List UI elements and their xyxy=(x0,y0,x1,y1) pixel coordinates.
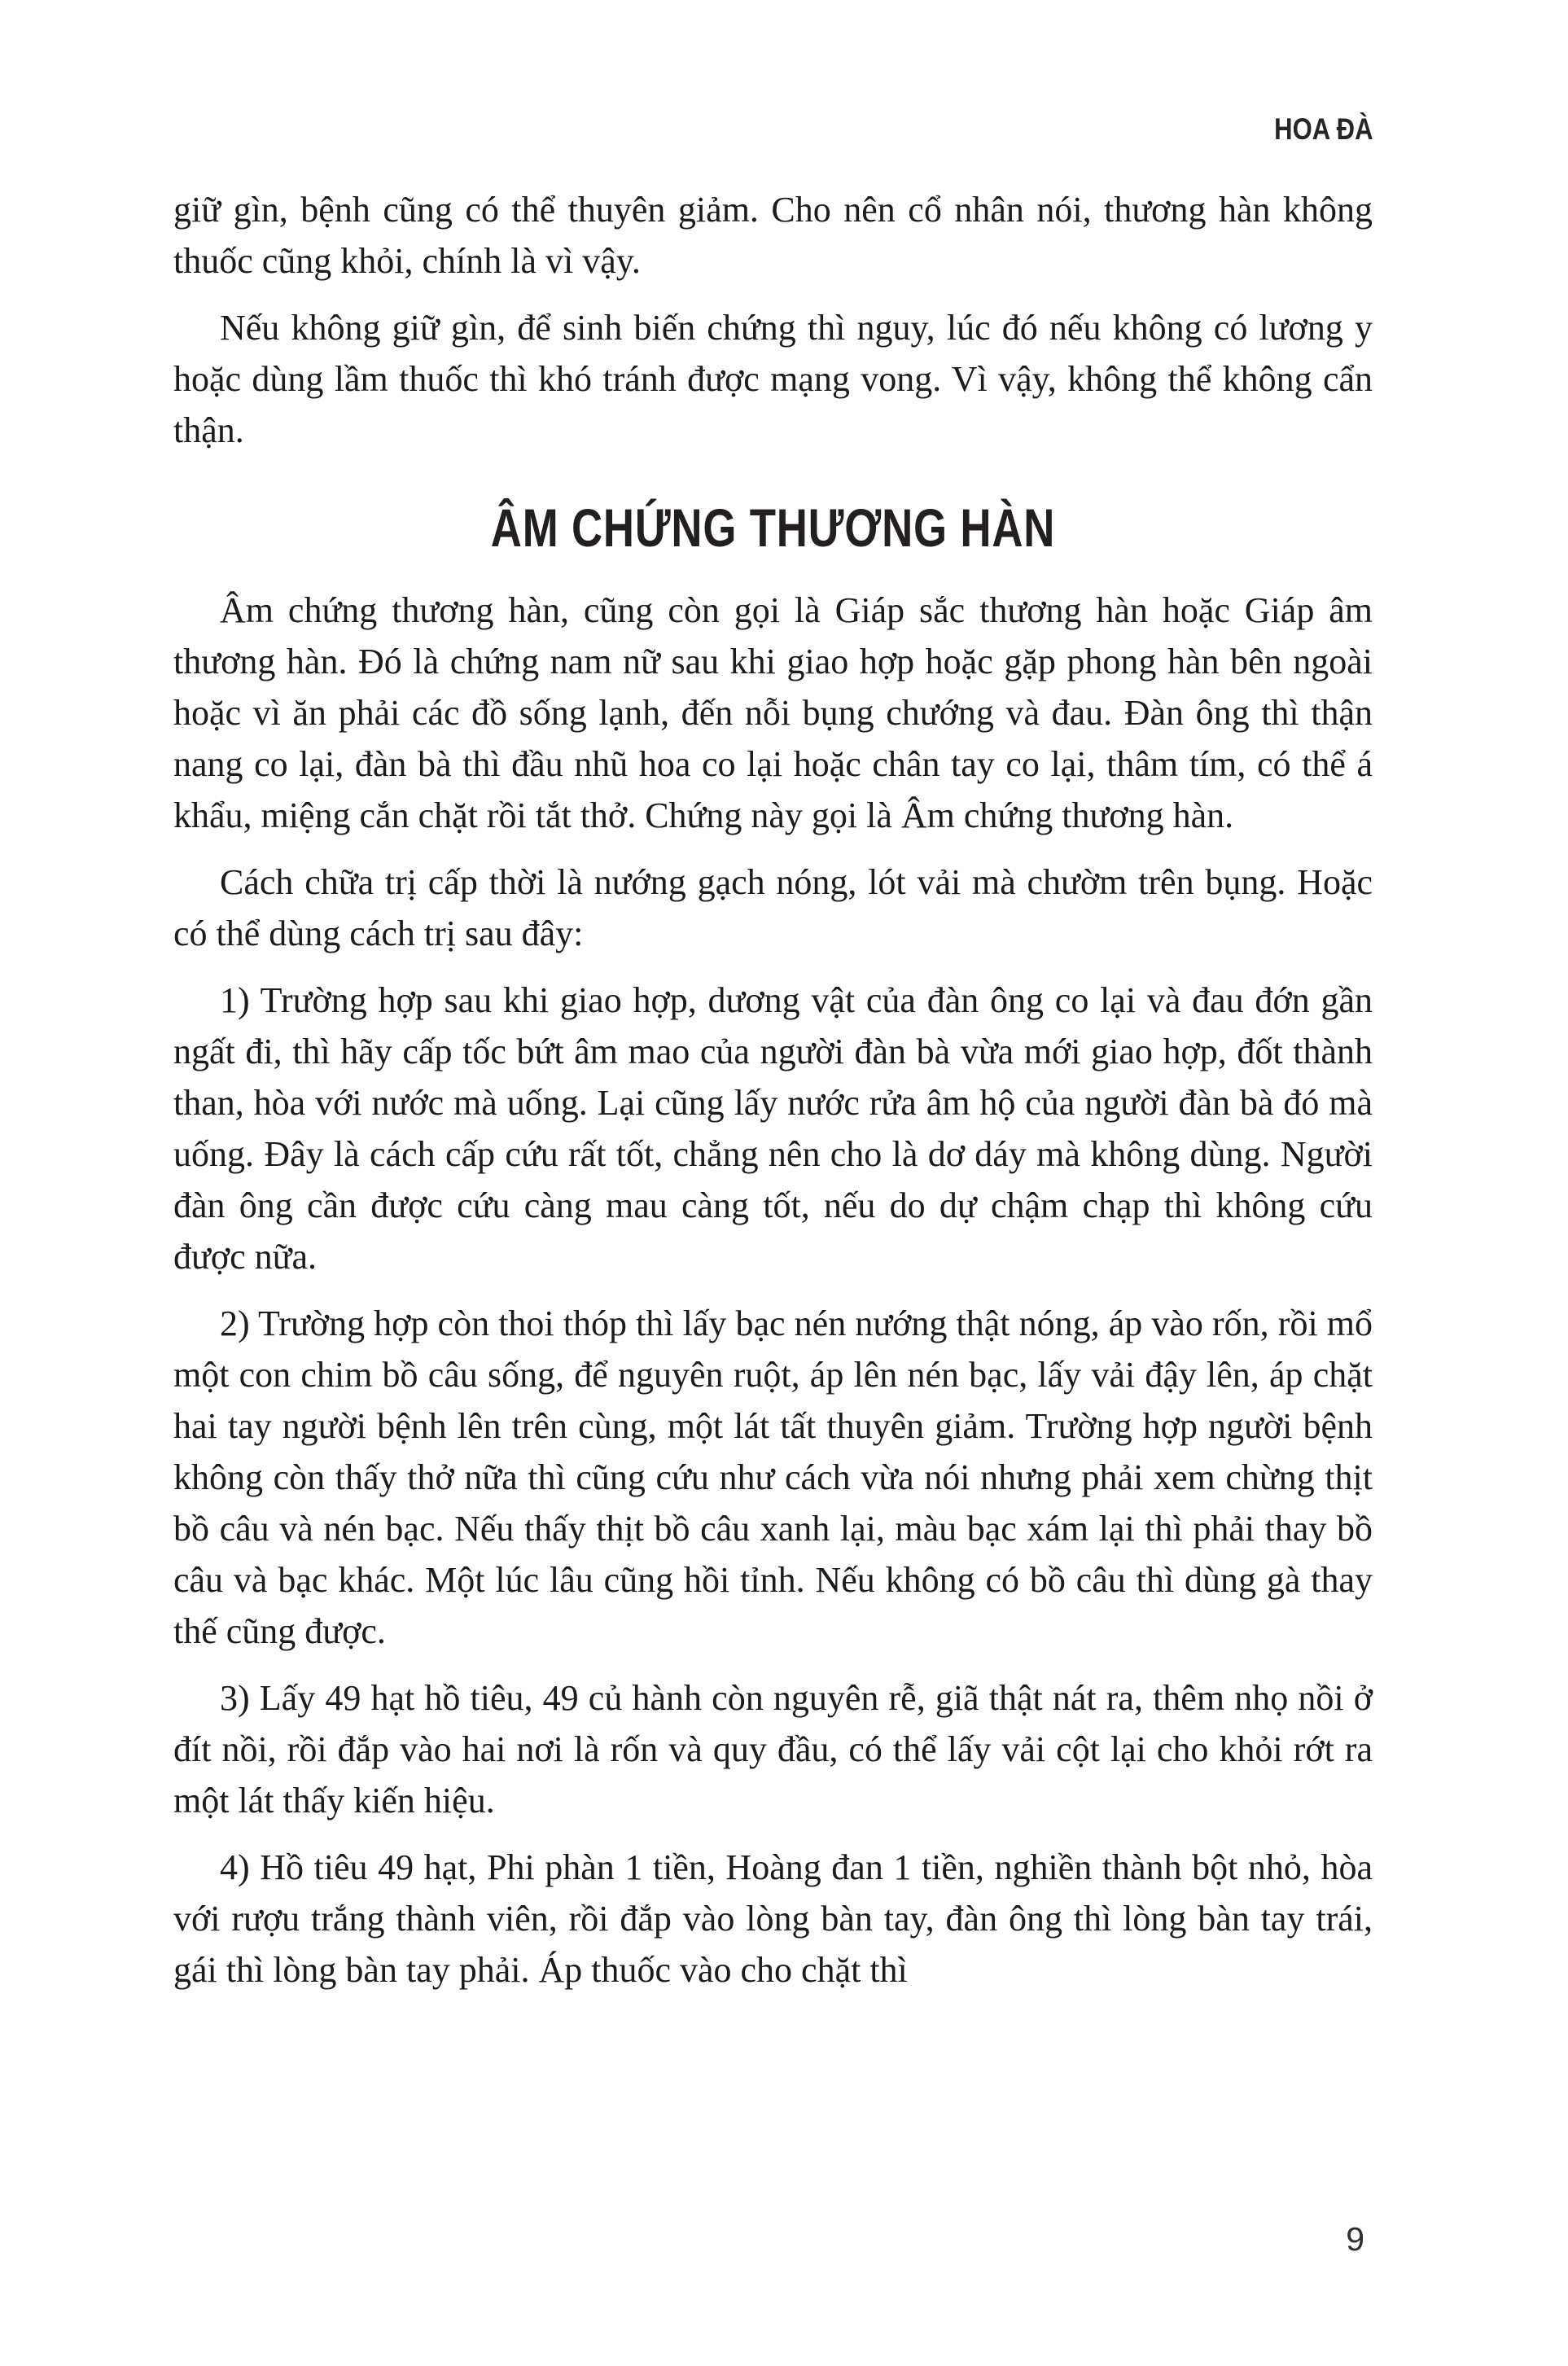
paragraph-section-intro: Âm chứng thương hàn, cũng còn gọi là Giáp sắc thương hàn hoặc Giáp âm thương hàn. Đó là chứng nam nữ sau khi giao hợp hoặc gặp phong hàn bên ngoài hoặc vì ăn phải các đồ sống lạnh, đến nỗi bụng chướng và đau. Đàn ông thì thận nang co lại, đàn bà thì đầu nhũ hoa co lại hoặc chân tay co lại, thâm tím, có thể á khẩu, miệng cắn chặt rồi tắt thở. Chứng này gọi là Âm chứng thương hàn. xyxy=(173,590,1373,835)
section-heading: ÂM CHỨNG THƯƠNG HÀN xyxy=(490,497,1056,558)
paragraph-treatment-intro: Cách chữa trị cấp thời là nướng gạch nóng, lót vải mà chườm trên bụng. Hoặc có thể dùng cách trị sau đây: xyxy=(173,862,1373,953)
paragraph-continuation-1: giữ gìn, bệnh cũng có thể thuyên giảm. Cho nên cổ nhân nói, thương hàn không thuốc cũng khỏi, chính là vì vậy. xyxy=(173,190,1373,281)
paragraph-remedy-4: 4) Hồ tiêu 49 hạt, Phi phàn 1 tiền, Hoàng đan 1 tiền, nghiền thành bột nhỏ, hòa với rượu trắng thành viên, rồi đắp vào lòng bàn tay, đàn ông thì lòng bàn tay trái, gái thì lòng bàn tay phải. Áp thuốc vào cho chặt thì xyxy=(173,1847,1373,1990)
paragraph-remedy-1: 1) Trường hợp sau khi giao hợp, dương vật của đàn ông co lại và đau đớn gần ngất đi, thì hãy cấp tốc bứt âm mao của người đàn bà vừa mới giao hợp, đốt thành than, hòa với nước mà uống. Lại cũng lấy nước rửa âm hộ của người đàn bà đó mà uống. Đây là cách cấp cứu rất tốt, chẳng nên cho là dơ dáy mà không dùng. Người đàn ông cần được cứu càng mau càng tốt, nếu do dự chậm chạp thì không cứu được nữa. xyxy=(173,980,1373,1277)
paragraph-remedy-2: 2) Trường hợp còn thoi thóp thì lấy bạc nén nướng thật nóng, áp vào rốn, rồi mổ một con chim bồ câu sống, để nguyên ruột, áp lên nén bạc, lấy vải đậy lên, áp chặt hai tay người bệnh lên trên cùng, một lát tất thuyên giảm. Trường hợp người bệnh không còn thấy thở nữa thì cũng cứu như cách vừa nói nhưng phải xem chừng thịt bồ câu và nén bạc. Nếu thấy thịt bồ câu xanh lại, màu bạc xám lại thì phải thay bồ câu và bạc khác. Một lúc lâu cũng hồi tỉnh. Nếu không có bồ câu thì dùng gà thay thế cũng được. xyxy=(173,1303,1373,1651)
text-block xyxy=(173,184,1373,2011)
page-number: 9 xyxy=(1346,2220,1364,2258)
running-header-title: HOA ĐÀ xyxy=(1274,112,1373,146)
paragraph-remedy-3: 3) Lấy 49 hạt hồ tiêu, 49 củ hành còn nguyên rễ, giã thật nát ra, thêm nhọ nồi ở đít nồi, rồi đắp vào hai nơi là rốn và quy đầu, có thể lấy vải cột lại cho khỏi rớt ra một lát thấy kiến hiệu. xyxy=(173,1678,1373,1821)
paragraph-continuation-2: Nếu không giữ gìn, để sinh biến chứng thì nguy, lúc đó nếu không có lương y hoặc dùng lầm thuốc thì khó tránh được mạng vong. Vì vậy, không thể không cẩn thận. xyxy=(173,308,1373,450)
